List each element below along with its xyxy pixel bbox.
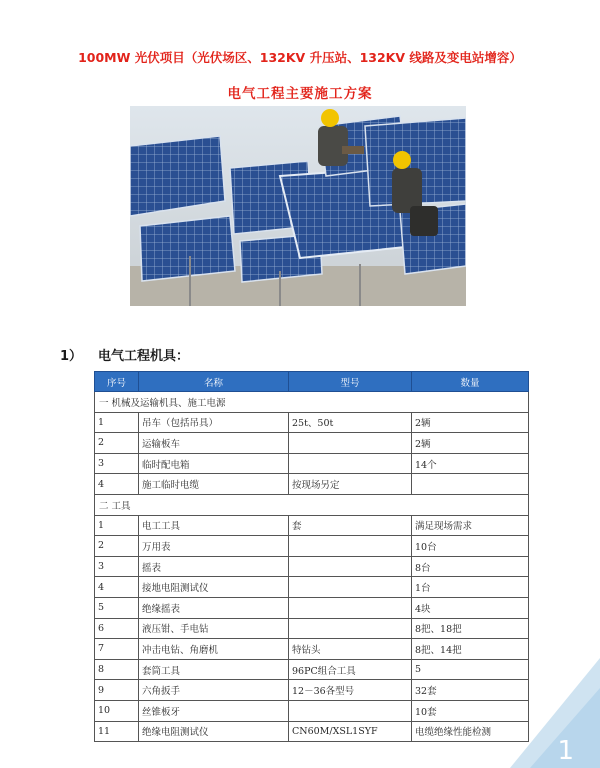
cell-model: CN60M/XSL1SYF [289, 721, 412, 742]
cell-quantity: 电缆绝缘性能检测 [412, 721, 529, 742]
section-number: 1） [60, 349, 83, 364]
cell-index: 8 [95, 659, 139, 680]
header-name: 名称 [139, 372, 289, 392]
cell-quantity [412, 474, 529, 495]
table-row [95, 556, 529, 577]
cell-quantity: 32套 [412, 680, 529, 701]
cell-name: 吊车（包括吊具） [139, 412, 289, 433]
cell-quantity: 10台 [412, 536, 529, 557]
cell-index: 10 [95, 700, 139, 721]
cell-quantity: 10套 [412, 700, 529, 721]
cell-name: 施工临时电缆 [139, 474, 289, 495]
cell-model: 25t、50t [289, 412, 412, 433]
cell-quantity: 8台 [412, 556, 529, 577]
table-row [95, 536, 529, 557]
cell-name: 六角扳手 [139, 680, 289, 701]
table-row [95, 721, 529, 742]
cell-index: 4 [95, 577, 139, 598]
cell-name: 丝锥板牙 [139, 700, 289, 721]
table-group-row [95, 494, 529, 515]
cell-model: 特钻头 [289, 639, 412, 660]
table-row [95, 659, 529, 680]
cell-index: 7 [95, 639, 139, 660]
table-row [95, 639, 529, 660]
cell-index: 11 [95, 721, 139, 742]
cell-model [289, 536, 412, 557]
table-body [95, 392, 529, 742]
cell-index: 4 [95, 474, 139, 495]
cell-quantity: 1台 [412, 577, 529, 598]
page-number: 1 [557, 736, 574, 766]
cell-quantity: 5 [412, 659, 529, 680]
header-index: 序号 [95, 372, 139, 392]
cell-model: 按现场另定 [289, 474, 412, 495]
cell-index: 5 [95, 597, 139, 618]
table-header-row [95, 372, 529, 392]
group-label: 二 工具 [95, 494, 529, 515]
cell-quantity: 14个 [412, 453, 529, 474]
cell-name: 临时配电箱 [139, 453, 289, 474]
document-title: 100MW 光伏项目（光伏场区、132KV 升压站、132KV 线路及变电站增容） [78, 50, 522, 65]
cell-quantity: 满足现场需求 [412, 515, 529, 536]
cell-model: 12－36各型号 [289, 680, 412, 701]
cell-model [289, 700, 412, 721]
cell-name: 接地电阻测试仪 [139, 577, 289, 598]
table-row [95, 453, 529, 474]
cell-index: 2 [95, 433, 139, 454]
table-row [95, 577, 529, 598]
cell-index: 3 [95, 556, 139, 577]
cell-name: 电工工具 [139, 515, 289, 536]
cell-index: 1 [95, 515, 139, 536]
header-quantity: 数量 [412, 372, 529, 392]
cell-model: 套 [289, 515, 412, 536]
table-row [95, 474, 529, 495]
equipment-table [94, 371, 529, 742]
cell-quantity: 8把、18把 [412, 618, 529, 639]
section-heading [60, 345, 189, 364]
solar-installation-photo [130, 106, 466, 306]
cell-quantity: 4块 [412, 597, 529, 618]
cell-index: 3 [95, 453, 139, 474]
cell-model [289, 597, 412, 618]
cell-name: 摇表 [139, 556, 289, 577]
cell-quantity: 2辆 [412, 433, 529, 454]
table-row [95, 433, 529, 454]
document-subtitle: 电气工程主要施工方案 [227, 86, 373, 102]
cell-quantity: 2辆 [412, 412, 529, 433]
header-model: 型号 [289, 372, 412, 392]
cell-index: 2 [95, 536, 139, 557]
cell-name: 液压钳、手电钻 [139, 618, 289, 639]
cell-model: 96PC组合工具 [289, 659, 412, 680]
table-row [95, 700, 529, 721]
cell-name: 套筒工具 [139, 659, 289, 680]
table-row [95, 412, 529, 433]
section-title: 电气工程机具： [98, 349, 190, 364]
cell-name: 运输板车 [139, 433, 289, 454]
cell-index: 9 [95, 680, 139, 701]
cell-model [289, 556, 412, 577]
group-label: 一 机械及运输机具、施工电源 [95, 392, 529, 413]
table-row [95, 618, 529, 639]
cell-name: 绝缘摇表 [139, 597, 289, 618]
table-row [95, 515, 529, 536]
cell-name: 冲击电钻、角磨机 [139, 639, 289, 660]
cell-model [289, 618, 412, 639]
cell-index: 1 [95, 412, 139, 433]
cell-name: 万用表 [139, 536, 289, 557]
cell-model [289, 577, 412, 598]
page-corner-decoration [510, 658, 600, 768]
cell-quantity: 8把、14把 [412, 639, 529, 660]
table-group-row [95, 392, 529, 413]
cell-model [289, 433, 412, 454]
cell-index: 6 [95, 618, 139, 639]
cell-model [289, 453, 412, 474]
table-row [95, 597, 529, 618]
table-row [95, 680, 529, 701]
cell-name: 绝缘电阻测试仪 [139, 721, 289, 742]
